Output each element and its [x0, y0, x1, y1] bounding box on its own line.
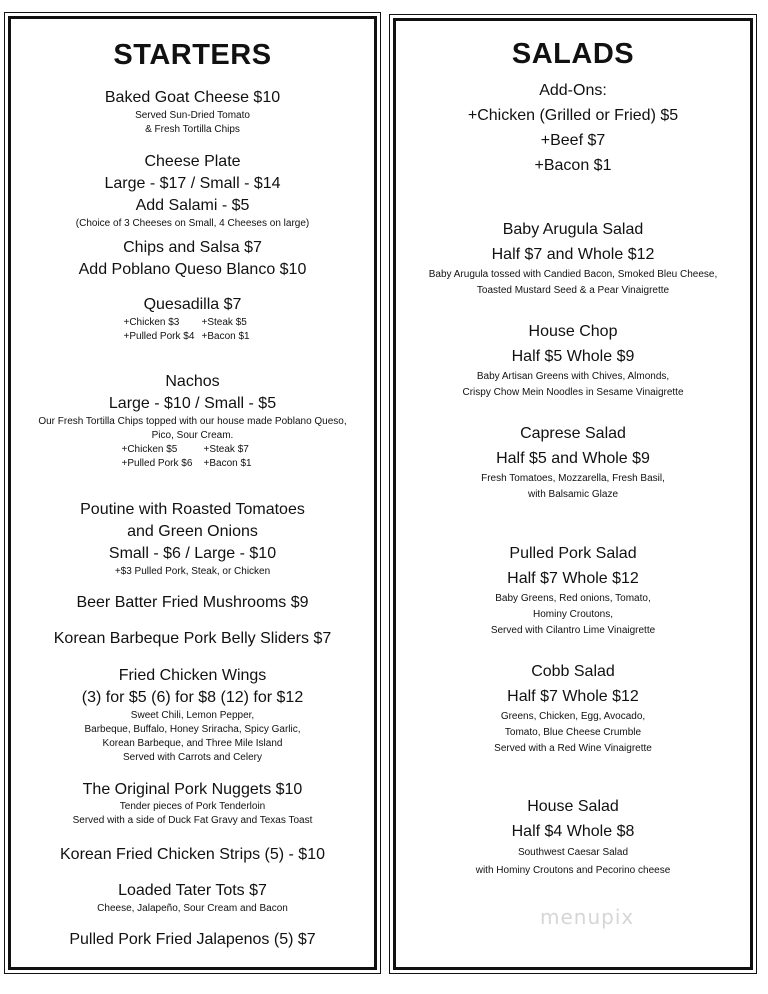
- item-line: (3) for $5 (6) for $8 (12) for $12: [81, 689, 304, 706]
- item-price: Half $7 and Whole $12: [491, 246, 655, 263]
- modifier-row: [11, 457, 374, 471]
- modifier-row: [11, 330, 374, 344]
- item-name: Fried Chicken Wings: [118, 667, 267, 684]
- item-name: Pulled Pork Fried Jalapenos (5) $7: [69, 931, 316, 948]
- watermark: menupix: [540, 905, 635, 929]
- item-line: Large - $10 / Small - $5: [108, 395, 277, 412]
- item-desc: Barbeque, Buffalo, Honey Sriracha, Spicy Garlic,: [84, 724, 301, 735]
- addon-item: +Chicken (Grilled or Fried) $5: [467, 107, 679, 124]
- item-desc: Hominy Croutons,: [532, 609, 614, 620]
- item-desc: Southwest Caesar Salad: [517, 847, 629, 858]
- salads-panel: [393, 18, 753, 970]
- modifier: +Bacon $1: [201, 331, 250, 342]
- menu-item: [11, 294, 374, 344]
- menu-item: [11, 237, 374, 281]
- menu-item: [11, 929, 374, 951]
- item-price: Half $7 Whole $12: [507, 570, 639, 587]
- salad-item: [396, 217, 750, 299]
- item-name: The Original Pork Nuggets $10: [82, 781, 303, 798]
- item-desc: +$3 Pulled Pork, Steak, or Chicken: [114, 566, 271, 577]
- menu-item: [11, 844, 374, 866]
- item-name: House Chop: [528, 323, 618, 340]
- menu-item: [11, 87, 374, 137]
- salads-title: SALADS: [511, 38, 635, 70]
- addons-label: Add-Ons:: [539, 82, 607, 99]
- item-line: Large - $17 / Small - $14: [104, 175, 281, 192]
- salad-item: [396, 794, 750, 880]
- item-desc: & Fresh Tortilla Chips: [145, 124, 240, 135]
- item-price: Half $5 and Whole $9: [496, 450, 650, 467]
- menu-item: [11, 499, 374, 579]
- menu-item: [11, 592, 374, 614]
- modifier: +Steak $7: [203, 444, 249, 455]
- modifier: +Chicken $3: [123, 317, 180, 328]
- item-desc: (Choice of 3 Cheeses on Small, 4 Cheeses on large): [75, 218, 310, 229]
- starters-title: STARTERS: [113, 39, 272, 71]
- modifier-row: [11, 316, 374, 330]
- salad-item: [396, 421, 750, 503]
- modifier: +Pulled Pork $6: [121, 458, 193, 469]
- item-desc: Served with Cilantro Lime Vinaigrette: [490, 625, 656, 636]
- item-name: Korean Barbeque Pork Belly Sliders $7: [53, 630, 332, 647]
- addons-block: [396, 78, 750, 178]
- item-desc: Our Fresh Tortilla Chips topped with our house made Poblano Queso,: [38, 416, 347, 427]
- modifier: +Bacon $1: [203, 458, 252, 469]
- item-desc: Greens, Chicken, Egg, Avocado,: [500, 711, 646, 722]
- menu-item: [11, 151, 374, 231]
- salad-item: [396, 541, 750, 639]
- item-desc: Tomato, Blue Cheese Crumble: [504, 727, 642, 738]
- item-price: Half $7 Whole $12: [507, 688, 639, 705]
- item-line: Small - $6 / Large - $10: [108, 545, 277, 562]
- item-desc: Toasted Mustard Seed & a Pear Vinaigrette: [476, 285, 670, 296]
- item-desc: Baby Arugula tossed with Candied Bacon, Smoked Bleu Cheese,: [428, 269, 718, 280]
- item-name: House Salad: [527, 798, 619, 815]
- item-desc: Served with a side of Duck Fat Gravy and Texas Toast: [72, 815, 313, 826]
- item-line: Add Poblano Queso Blanco $10: [78, 261, 307, 278]
- modifier-row: [11, 443, 374, 457]
- item-name: Beer Batter Fried Mushrooms $9: [76, 594, 309, 611]
- item-desc: Tender pieces of Pork Tenderloin: [119, 801, 266, 812]
- modifier: +Steak $5: [201, 317, 247, 328]
- item-name: Korean Fried Chicken Strips (5) - $10: [60, 846, 325, 863]
- item-line: and Green Onions: [127, 523, 258, 540]
- menu-item: [11, 880, 374, 916]
- addon-item: +Bacon $1: [534, 157, 612, 174]
- item-desc: Served Sun-Dried Tomato: [135, 110, 250, 121]
- item-desc: Sweet Chili, Lemon Pepper,: [130, 710, 255, 721]
- item-name: Cobb Salad: [531, 663, 615, 680]
- item-desc: Served with Carrots and Celery: [123, 752, 262, 763]
- modifier: +Pulled Pork $4: [123, 331, 195, 342]
- salad-item: [396, 319, 750, 401]
- menu-item: [11, 665, 374, 765]
- item-line: Add Salami - $5: [135, 197, 250, 214]
- item-name: Loaded Tater Tots $7: [118, 882, 267, 899]
- item-name: Nachos: [165, 373, 220, 390]
- item-price: Half $5 Whole $9: [511, 348, 635, 365]
- menu-item: [11, 779, 374, 829]
- item-price: Half $4 Whole $8: [511, 823, 635, 840]
- item-desc: Cheese, Jalapeño, Sour Cream and Bacon: [97, 903, 288, 914]
- item-desc: Served with a Red Wine Vinaigrette: [494, 743, 652, 754]
- starters-panel: [8, 16, 377, 970]
- item-desc: with Hominy Croutons and Pecorino cheese: [475, 865, 671, 876]
- item-name: Cheese Plate: [144, 153, 241, 170]
- item-name: Poutine with Roasted Tomatoes: [80, 501, 305, 518]
- item-name: Caprese Salad: [520, 425, 626, 442]
- item-desc: Baby Greens, Red onions, Tomato,: [495, 593, 651, 604]
- item-desc: Crispy Chow Mein Noodles in Sesame Vinaigrette: [462, 387, 684, 398]
- menu-item: [11, 628, 374, 650]
- item-name: Chips and Salsa $7: [123, 239, 262, 256]
- item-name: Baked Goat Cheese $10: [104, 89, 281, 106]
- item-name: Pulled Pork Salad: [509, 545, 637, 562]
- menu-item: [11, 371, 374, 471]
- item-desc: with Balsamic Glaze: [527, 489, 619, 500]
- item-desc: Pico, Sour Cream.: [151, 430, 234, 441]
- salad-item: [396, 659, 750, 757]
- item-name: Baby Arugula Salad: [502, 221, 644, 238]
- item-desc: Korean Barbeque, and Three Mile Island: [102, 738, 283, 749]
- item-name: Quesadilla $7: [143, 296, 242, 313]
- addon-item: +Beef $7: [540, 132, 606, 149]
- modifier: +Chicken $5: [121, 444, 178, 455]
- item-desc: Baby Artisan Greens with Chives, Almonds,: [476, 371, 670, 382]
- item-desc: Fresh Tomatoes, Mozzarella, Fresh Basil,: [481, 473, 665, 484]
